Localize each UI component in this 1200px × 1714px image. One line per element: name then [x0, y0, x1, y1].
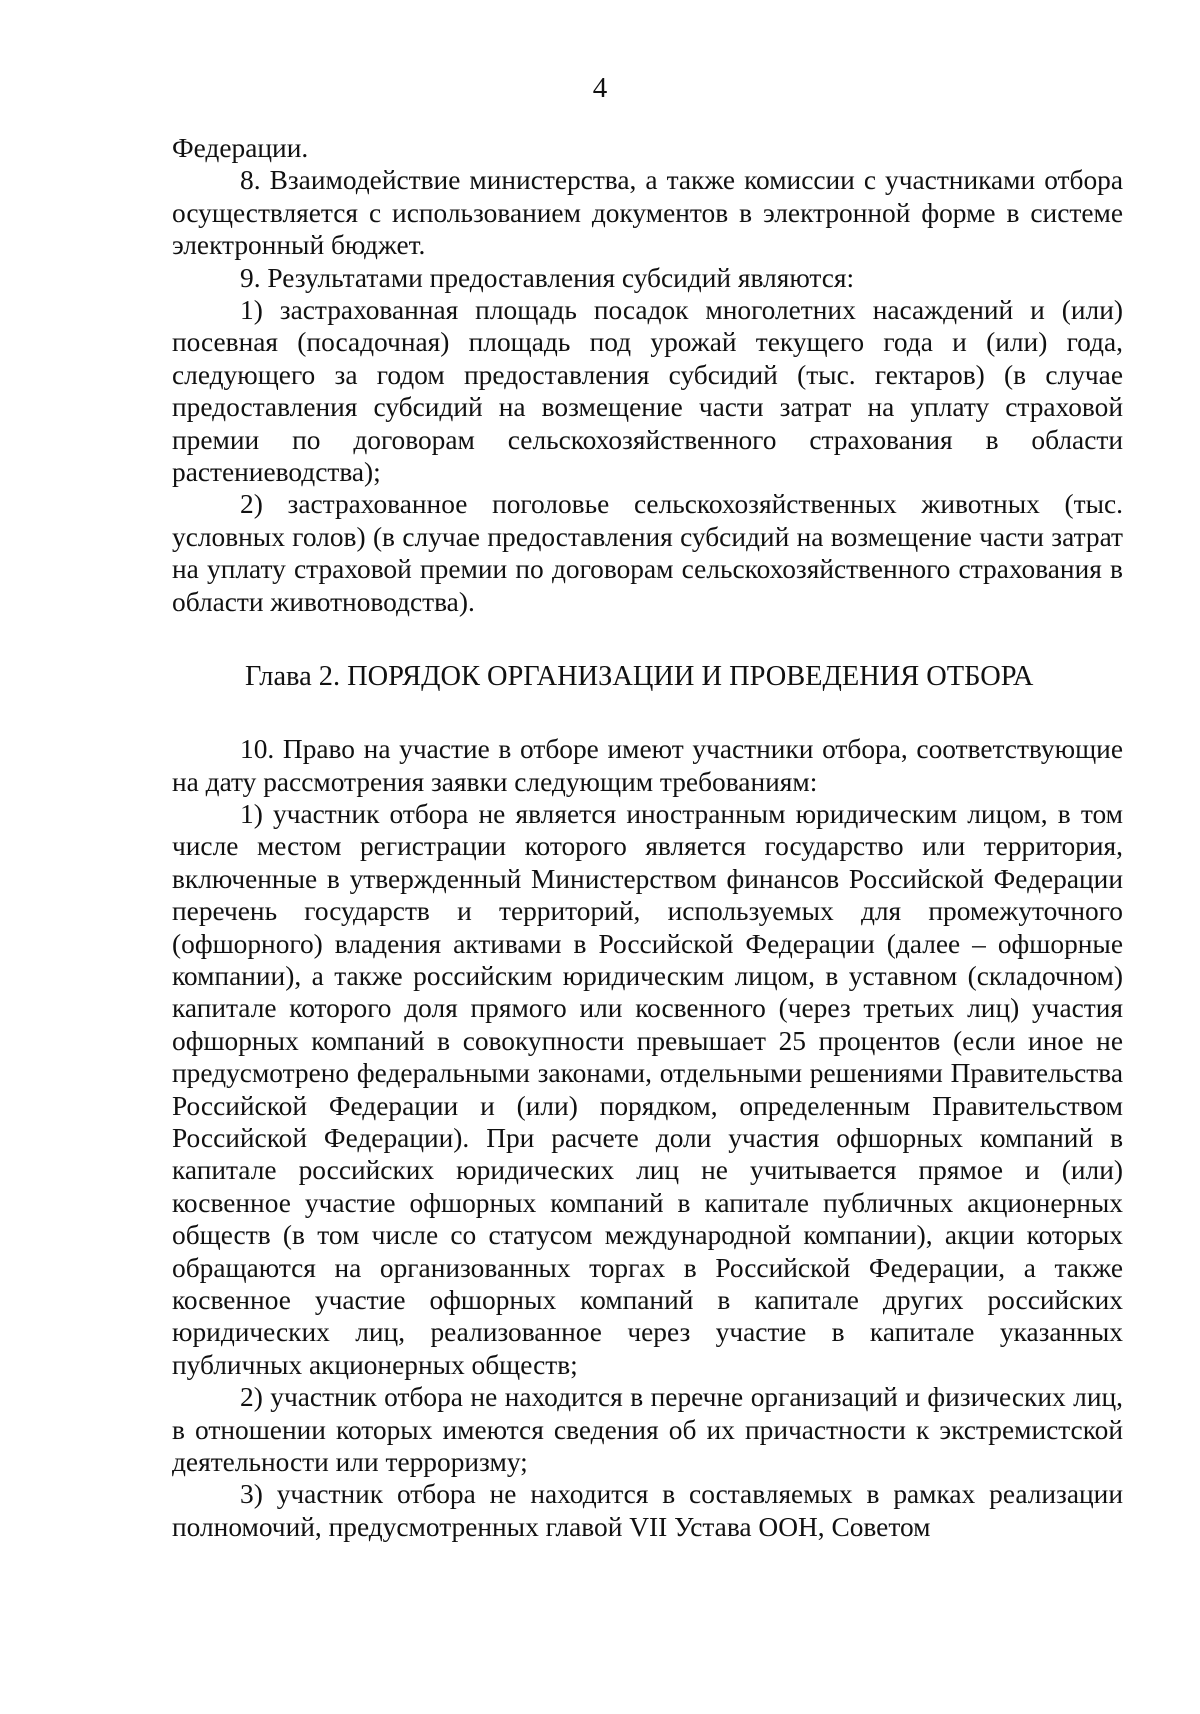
paragraph-item-9-2: 2) застрахованное поголовье сельскохозяйственных животных (тыс. условных голов) (в случае предоставления субсидий на возмещение части затрат на уплату страховой премии по договорам сельскохозяйственного страхования в области животноводства).	[172, 489, 1123, 617]
page-number: 4	[592, 72, 608, 104]
paragraph-item-10: 10. Право на участие в отборе имеют участники отбора, соответствующие на дату рассмотрения заявки следующим требованиям:	[172, 734, 1123, 797]
paragraph-item-10-1: 1) участник отбора не является иностранным юридическим лицом, в том числе местом регистрации которого является государство или территория, включенные в утвержденный Министерством финансов Российской Федерации перечень государств и территорий, используемых для промежуточного (офшорного) владения активами в Российской Федерации (далее – офшорные компании), а также российским юридическим лицом, в уставном (складочном) капитале которого доля прямого или косвенного (через третьих лиц) участия офшорных компаний в совокупности превышает 25 процентов (если иное не предусмотрено федеральными законами, отдельными решениями Правительства Российской Федерации и (или) порядком, определенным Правительством Российской Федерации). При расчете доли участия офшорных компаний в капитале российских юридических лиц не учитывается прямое и (или) косвенное участие офшорных компаний в капитале публичных акционерных обществ (в том числе со статусом международной компании), акции которых обращаются на организованных торгах в Российской Федерации, а также косвенное участие офшорных компаний в капитале других российских юридических лиц, реализованное через участие в капитале указанных публичных акционерных обществ;	[172, 798, 1123, 1380]
paragraph-item-10-2: 2) участник отбора не находится в перечне организаций и физических лиц, в отношении которых имеются сведения об их причастности к экстремистской деятельности или терроризму;	[172, 1382, 1123, 1478]
paragraph-item-8: 8. Взаимодействие министерства, а также комиссии с участниками отбора осуществляется с использованием документов в электронной форме в системе электронный бюджет.	[172, 165, 1123, 261]
paragraph-continuation: Федерации.	[172, 133, 309, 163]
paragraph-item-9-1: 1) застрахованная площадь посадок многолетних насаждений и (или) посевная (посадочная) площадь под урожай текущего года и (или) года, следующего за годом предоставления субсидий (тыс. гектаров) (в случае предоставления субсидий на возмещение части затрат на уплату страховой премии по договорам сельскохозяйственного страхования в области растениеводства);	[172, 295, 1123, 488]
paragraph-item-10-3: 3) участник отбора не находится в составляемых в рамках реализации полномочий, предусмотренных главой VII Устава ООН, Советом	[172, 1479, 1123, 1542]
document-body	[172, 132, 1123, 1543]
chapter-heading: Глава 2. ПОРЯДОК ОРГАНИЗАЦИИ И ПРОВЕДЕНИЯ ОТБОРА	[245, 661, 1034, 693]
paragraph-item-9: 9. Результатами предоставления субсидий являются:	[240, 262, 855, 293]
